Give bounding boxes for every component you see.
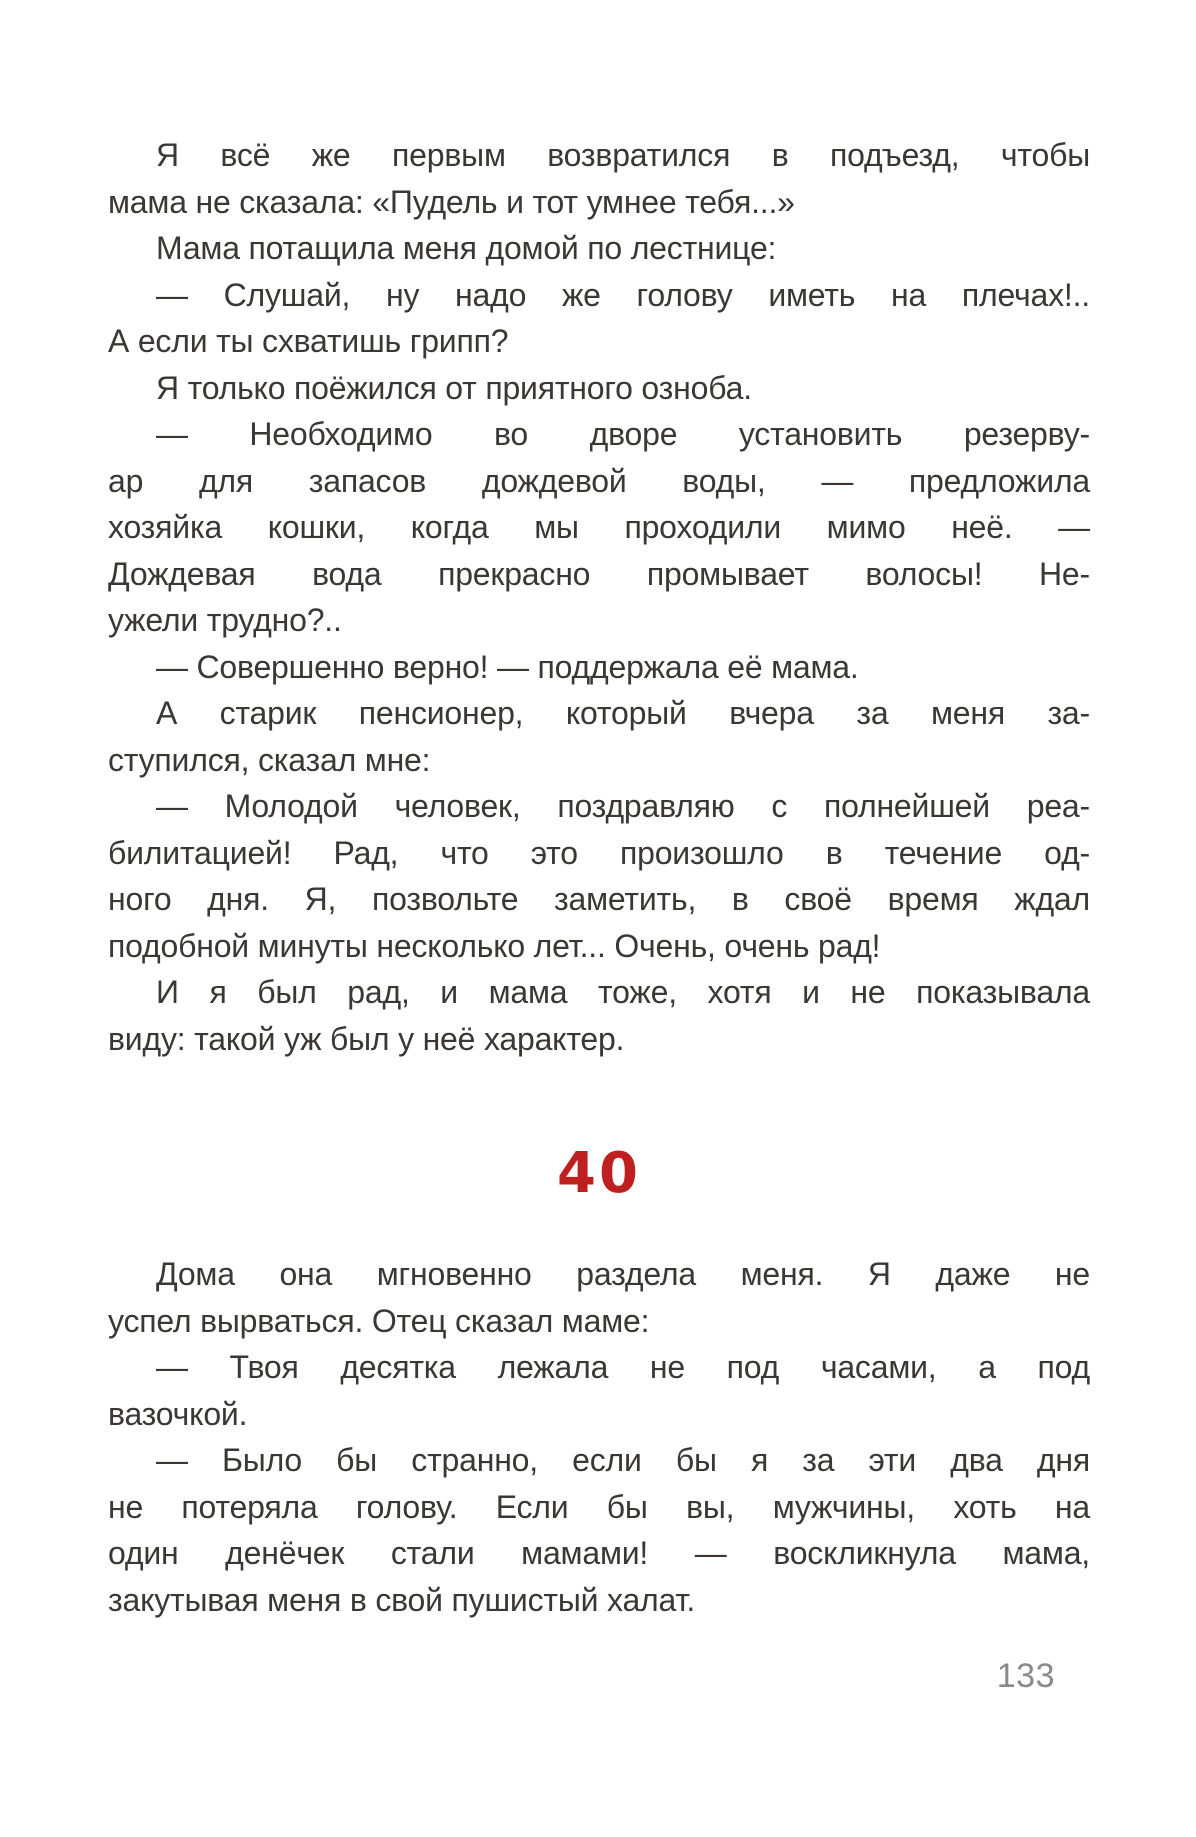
text-line: подобной минуты несколько лет... Очень, очень рад!: [108, 927, 881, 964]
text-line: — Твоя десятка лежала не под часами, а под: [156, 1349, 1090, 1385]
text-line: закутывая меня в свой пушистый халат.: [108, 1581, 696, 1618]
text-line: ного дня. Я, позвольте заметить, в своё время ждал: [108, 881, 1090, 917]
text-line: ар для запасов дождевой воды, — предложила: [108, 462, 1090, 499]
text-line: И я был рад, и мама тоже, хотя и не показывала: [156, 974, 1090, 1010]
text-line: Мама потащила меня домой по лестнице:: [156, 230, 777, 266]
text-line: — Было бы странно, если бы я за эти два дня: [156, 1442, 1090, 1478]
text-line: Я только поёжился от приятного озноба.: [156, 369, 752, 406]
text-line: — Совершенно верно! — поддержала её мама.: [156, 648, 859, 685]
text-line: — Необходимо во дворе установить резерву-: [156, 416, 1090, 452]
text-line: Я всё же первым возвратился в подъезд, чтобы: [156, 137, 1090, 173]
text-line: не потеряла голову. Если бы вы, мужчины, хоть на: [108, 1488, 1090, 1525]
text-line: виду: такой уж был у неё характер.: [108, 1020, 625, 1057]
chapter-number: 40: [557, 1141, 641, 1206]
text-line: один денёчек стали мамами! — воскликнула мама,: [108, 1535, 1090, 1571]
text-line: — Слушай, ну надо же голову иметь на плечах!..: [156, 276, 1090, 313]
text-line: успел вырваться. Отец сказал маме:: [108, 1302, 650, 1339]
text-line: билитацией! Рад, что это произошло в течение од-: [108, 834, 1090, 871]
text-line: Дождевая вода прекрасно промывает волосы! Не-: [108, 555, 1090, 592]
text-line: А старик пенсионер, который вчера за меня за-: [156, 695, 1090, 731]
text-line: ступился, сказал мне:: [108, 741, 431, 778]
page-number: 133: [996, 1657, 1055, 1695]
text-line: — Молодой человек, поздравляю с полнейшей реа-: [156, 788, 1090, 824]
page-footer: [997, 1655, 1055, 1697]
text-line: ужели трудно?..: [108, 602, 342, 638]
text-line: А если ты схватишь грипп?: [108, 323, 509, 359]
text-line: мама не сказала: «Пудель и тот умнее тебя...»: [108, 183, 795, 220]
page-content: [108, 132, 1090, 1623]
text-line: Дома она мгновенно раздела меня. Я даже не: [156, 1256, 1090, 1292]
text-line: вазочкой.: [108, 1395, 248, 1432]
text-line: хозяйка кошки, когда мы проходили мимо неё. —: [108, 509, 1090, 545]
